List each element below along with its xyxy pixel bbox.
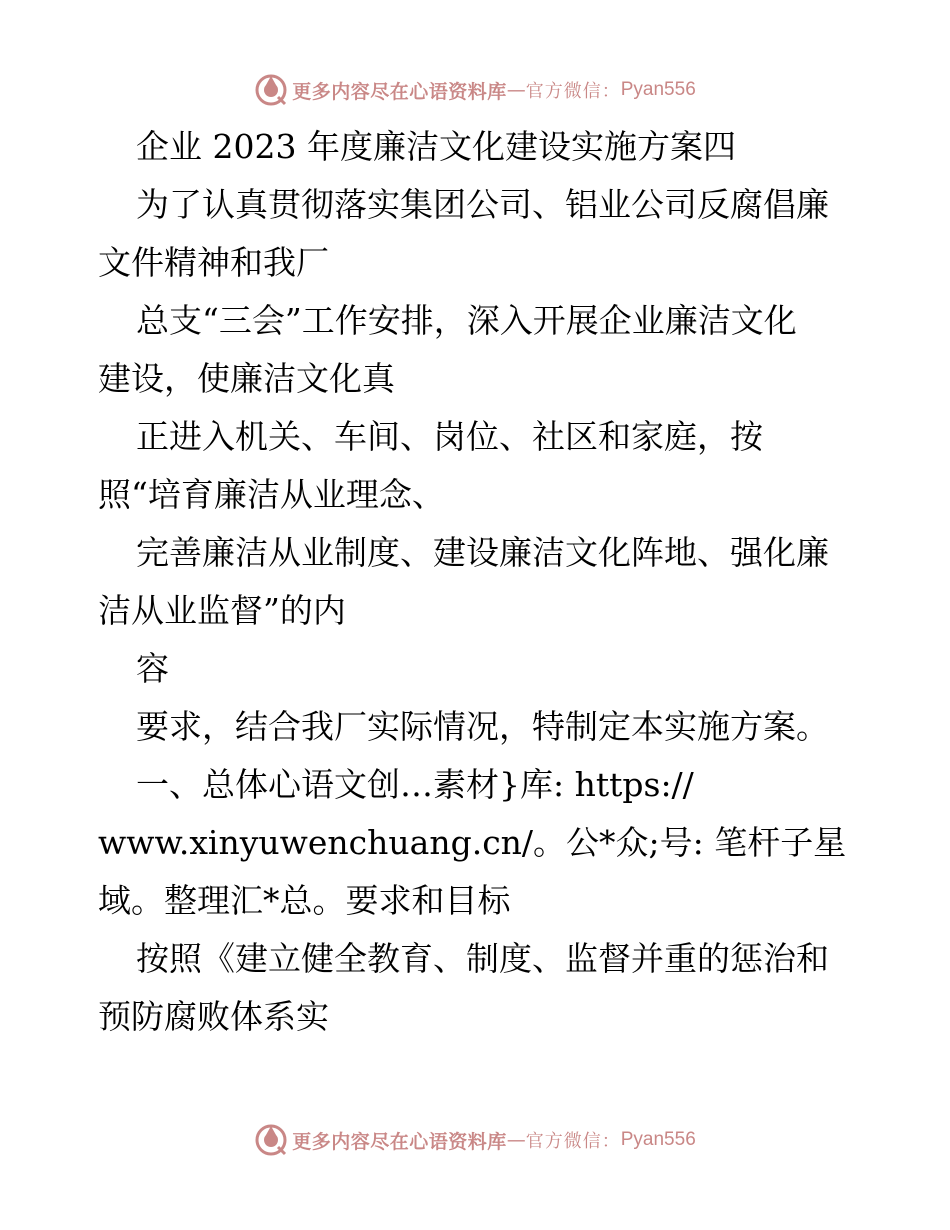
banner-dash: — [506, 79, 526, 101]
document-body [98, 118, 858, 1046]
document-line: www.xinyuwenchuang.cn/。公*众;号: 笔杆子星 [98, 823, 847, 862]
document-line: 要求，结合我厂实际情况，特制定本实施方案。 [136, 707, 829, 746]
brand-logo-icon [254, 1123, 288, 1157]
banner-dash: — [506, 1129, 526, 1151]
banner-wechat-id: Pyan556 [620, 1129, 696, 1150]
banner-text: 更多内容尽在心语资料库 [292, 1130, 507, 1153]
banner-wechat-label: 官方微信： [525, 81, 621, 102]
document-line: 洁从业监督”的内 [98, 591, 346, 630]
header-watermark-banner [0, 70, 950, 110]
document-line: 容 [136, 649, 169, 688]
document-line: 正进入机关、车间、岗位、社区和家庭，按 [136, 417, 763, 456]
document-line: 为了认真贯彻落实集团公司、铝业公司反腐倡廉 [136, 185, 829, 224]
document-line: 总支“三会”工作安排，深入开展企业廉洁文化 [136, 301, 797, 340]
footer-watermark-banner [0, 1120, 950, 1160]
banner-wechat-id: Pyan556 [620, 79, 696, 100]
document-line: 文件精神和我厂 [98, 243, 329, 282]
document-line: 域。整理汇*总。要求和目标 [98, 881, 511, 920]
banner-wechat-label: 官方微信： [525, 1131, 621, 1152]
banner-text: 更多内容尽在心语资料库 [292, 80, 507, 103]
document-line: 预防腐败体系实 [98, 997, 329, 1036]
brand-logo-icon [254, 73, 288, 107]
document-line: 一、总体心语文创…素材}库: https:// [136, 765, 694, 804]
document-line: 建设，使廉洁文化真 [98, 359, 395, 398]
document-line: 按照《建立健全教育、制度、监督并重的惩治和 [136, 939, 829, 978]
document-line: 完善廉洁从业制度、建设廉洁文化阵地、强化廉 [136, 533, 829, 572]
document-line: 企业 2023 年度廉洁文化建设实施方案四 [136, 127, 736, 166]
document-line: 照“培育廉洁从业理念、 [98, 475, 445, 514]
